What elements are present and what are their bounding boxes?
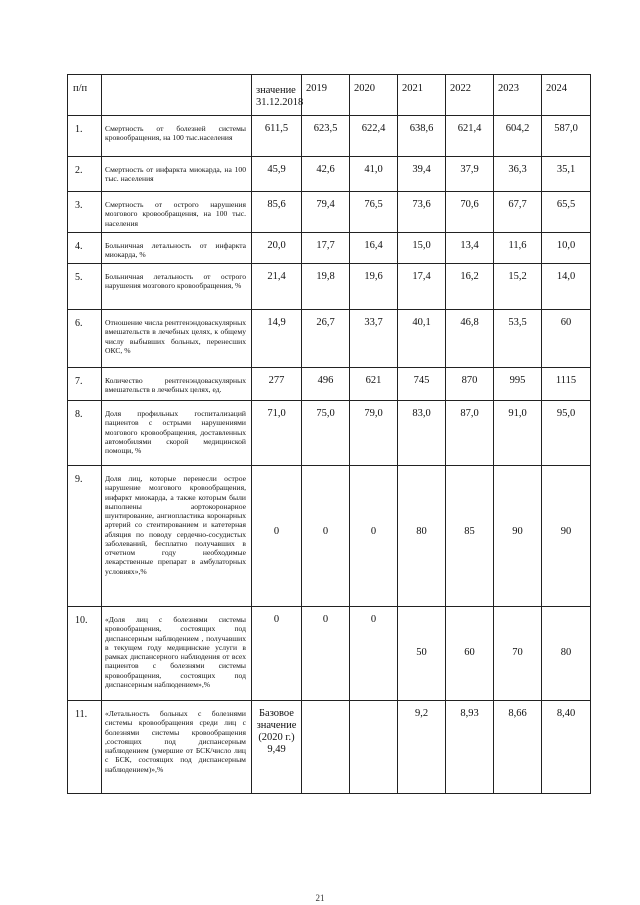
year-value-text: 17,4 xyxy=(412,271,431,282)
year-value xyxy=(494,116,542,157)
year-value xyxy=(302,607,350,701)
year-value xyxy=(398,466,446,607)
row-number xyxy=(68,192,102,233)
year-value-text: 33,7 xyxy=(364,317,383,328)
year-value xyxy=(350,157,398,192)
year-value-text: 60 xyxy=(560,317,572,328)
base-value xyxy=(252,192,302,233)
year-value xyxy=(350,233,398,264)
base-value-line: значение xyxy=(256,720,297,732)
year-value-text: 1115 xyxy=(555,375,577,386)
year-value-text: 870 xyxy=(461,375,478,386)
year-value xyxy=(350,368,398,401)
row-number xyxy=(68,607,102,701)
base-value-text: 14,9 xyxy=(267,317,286,328)
year-value-text: 73,6 xyxy=(412,199,431,210)
year-value-text: 36,3 xyxy=(508,164,527,175)
year-value-text: 0 xyxy=(370,526,377,537)
year-value xyxy=(398,233,446,264)
year-value xyxy=(302,701,350,794)
year-value xyxy=(302,233,350,264)
year-value xyxy=(302,368,350,401)
base-value-text: 0 xyxy=(273,614,280,625)
year-value-text: 37,9 xyxy=(460,164,479,175)
year-value xyxy=(446,310,494,368)
year-value xyxy=(302,466,350,607)
year-value xyxy=(542,368,591,401)
base-value-line: (2020 г.) xyxy=(258,732,295,744)
base-value xyxy=(252,310,302,368)
base-value-text: 71,0 xyxy=(267,408,286,419)
header-name xyxy=(102,75,252,116)
year-value xyxy=(446,701,494,794)
year-value-text: 9,2 xyxy=(414,708,429,719)
base-value xyxy=(252,701,302,794)
indicator-name xyxy=(102,157,252,192)
header-num: п/п xyxy=(68,75,102,116)
indicator-name xyxy=(102,310,252,368)
year-value-text: 70 xyxy=(512,647,523,658)
base-value-text: 21,4 xyxy=(267,271,286,282)
base-value xyxy=(252,607,302,701)
year-value xyxy=(398,368,446,401)
year-value-text: 745 xyxy=(413,375,430,386)
year-value-text: 621,4 xyxy=(457,123,482,134)
year-value-text xyxy=(302,701,349,708)
table-row xyxy=(68,466,591,607)
base-value xyxy=(252,401,302,466)
year-value xyxy=(494,157,542,192)
row-number-text: 2. xyxy=(75,165,83,176)
year-value xyxy=(398,116,446,157)
year-value-text: 622,4 xyxy=(361,123,386,134)
year-value-text: 85 xyxy=(464,526,475,537)
header-year: 2019 xyxy=(302,75,350,116)
year-value xyxy=(446,157,494,192)
page-number: 21 xyxy=(315,893,325,903)
year-value-text: 13,4 xyxy=(460,240,479,251)
year-value-text: 87,0 xyxy=(460,408,479,419)
year-value-text: 76,5 xyxy=(364,199,383,210)
year-value-text: 70,6 xyxy=(460,199,479,210)
year-value-text: 60 xyxy=(464,647,475,658)
year-value xyxy=(302,401,350,466)
year-value-text: 90 xyxy=(512,526,523,537)
year-value xyxy=(542,607,591,701)
year-value-text: 8,40 xyxy=(556,708,576,719)
year-value xyxy=(542,310,591,368)
header-year: 2021 xyxy=(398,75,446,116)
year-value xyxy=(398,157,446,192)
base-value xyxy=(252,116,302,157)
table-row xyxy=(68,116,591,157)
row-number xyxy=(68,368,102,401)
indicator-name-text: Смертность от болезней системы кровообращения, на 100 тыс.населения xyxy=(105,124,246,143)
row-number xyxy=(68,233,102,264)
base-value-text xyxy=(252,701,301,756)
table-row xyxy=(68,401,591,466)
year-value-text: 79,0 xyxy=(364,408,383,419)
table-row xyxy=(68,233,591,264)
table-row xyxy=(68,310,591,368)
year-value xyxy=(494,607,542,701)
year-value xyxy=(542,233,591,264)
year-value xyxy=(542,264,591,310)
year-value xyxy=(494,233,542,264)
base-value-text: 277 xyxy=(268,375,285,386)
base-value xyxy=(252,466,302,607)
year-value-text: 587,0 xyxy=(554,123,578,134)
year-value xyxy=(302,264,350,310)
year-value-text: 623,5 xyxy=(313,123,338,134)
indicator-name-text: «Доля лиц с болезнями системы кровообращения, состоящих под диспансерным наблюдением , получавших в текущем году медицинские услуги в рамках диспансерного наблюдения от всех пациентов с болезнями системы кровообращения, состоящих под диспансерным наблюдением»,% xyxy=(105,615,246,689)
year-value-text: 17,7 xyxy=(316,240,335,251)
indicator-name-text: Отношение числа рентгенэндоваскулярных вмешательств в лечебных целях, к общему числу выбывших больных, перенесших ОКС, % xyxy=(105,318,246,355)
year-value-text: 75,0 xyxy=(316,408,335,419)
header-year: 2022 xyxy=(446,75,494,116)
year-value xyxy=(398,401,446,466)
row-number-text: 6. xyxy=(75,318,83,329)
year-value-text: 53,5 xyxy=(508,317,527,328)
year-value-text xyxy=(350,701,397,708)
year-value xyxy=(350,401,398,466)
year-value xyxy=(446,116,494,157)
year-value-text: 10,0 xyxy=(556,240,576,251)
year-value-text: 80 xyxy=(560,647,572,658)
year-value-text: 15,2 xyxy=(508,271,527,282)
year-value-text: 40,1 xyxy=(412,317,431,328)
row-number xyxy=(68,701,102,794)
row-number xyxy=(68,116,102,157)
year-value xyxy=(542,192,591,233)
year-value xyxy=(446,192,494,233)
row-number xyxy=(68,466,102,607)
year-value-text: 91,0 xyxy=(508,408,527,419)
indicators-table xyxy=(67,74,591,794)
indicator-name xyxy=(102,466,252,607)
year-value-text: 0 xyxy=(322,614,329,625)
indicator-name-text: Количество рентгенэндоваскулярных вмешательств в лечебных целях, ед. xyxy=(105,376,246,395)
year-value xyxy=(494,192,542,233)
year-value xyxy=(542,701,591,794)
row-number xyxy=(68,264,102,310)
year-value xyxy=(302,192,350,233)
indicator-name xyxy=(102,264,252,310)
year-value-text: 496 xyxy=(317,375,334,386)
indicator-name xyxy=(102,701,252,794)
row-number-text: 7. xyxy=(75,376,83,387)
year-value-text: 0 xyxy=(370,614,377,625)
year-value xyxy=(350,116,398,157)
row-number-text: 9. xyxy=(75,474,83,485)
year-value-text: 19,8 xyxy=(316,271,335,282)
year-value-text: 604,2 xyxy=(505,123,530,134)
row-number xyxy=(68,401,102,466)
year-value-text: 39,4 xyxy=(412,164,431,175)
year-value xyxy=(350,466,398,607)
year-value-text: 14,0 xyxy=(556,271,576,282)
year-value xyxy=(350,607,398,701)
year-value xyxy=(494,401,542,466)
row-number-text: 4. xyxy=(75,241,83,252)
year-value-text: 90 xyxy=(560,526,572,537)
year-value xyxy=(398,701,446,794)
header-year: 2023 xyxy=(494,75,542,116)
indicator-name xyxy=(102,368,252,401)
year-value xyxy=(446,264,494,310)
year-value-text: 26,7 xyxy=(316,317,335,328)
year-value-text: 41,0 xyxy=(364,164,383,175)
year-value-text: 621 xyxy=(365,375,382,386)
year-value xyxy=(398,192,446,233)
year-value xyxy=(398,264,446,310)
indicator-name xyxy=(102,116,252,157)
year-value xyxy=(446,401,494,466)
year-value-text: 50 xyxy=(416,647,427,658)
year-value xyxy=(494,368,542,401)
year-value xyxy=(494,264,542,310)
base-value-text: 45,9 xyxy=(267,164,286,175)
year-value-text: 16,4 xyxy=(364,240,383,251)
table-row xyxy=(68,264,591,310)
year-value-text: 11,6 xyxy=(508,240,527,251)
year-value-text: 46,8 xyxy=(460,317,479,328)
row-number-text: 11. xyxy=(75,709,88,720)
year-value xyxy=(302,157,350,192)
indicator-name xyxy=(102,233,252,264)
indicator-name xyxy=(102,607,252,701)
base-value xyxy=(252,157,302,192)
indicator-name xyxy=(102,192,252,233)
base-value xyxy=(252,368,302,401)
year-value-text: 35,1 xyxy=(556,164,576,175)
row-number-text: 8. xyxy=(75,409,83,420)
row-number-text: 3. xyxy=(75,200,83,211)
year-value xyxy=(494,466,542,607)
year-value xyxy=(446,466,494,607)
year-value-text: 8,93 xyxy=(460,708,479,719)
table-row xyxy=(68,701,591,794)
year-value xyxy=(350,701,398,794)
year-value xyxy=(398,310,446,368)
year-value-text: 638,6 xyxy=(409,123,434,134)
year-value-text: 995 xyxy=(509,375,526,386)
table-row xyxy=(68,157,591,192)
header-year: 2024 xyxy=(542,75,591,116)
year-value-text: 65,5 xyxy=(556,199,576,210)
base-value-text: 85,6 xyxy=(267,199,286,210)
header-base: значение 31.12.2018 xyxy=(252,75,302,116)
base-value-line: Базовое xyxy=(259,708,294,719)
year-value-text: 83,0 xyxy=(412,408,431,419)
row-number-text: 10. xyxy=(75,615,88,626)
row-number xyxy=(68,310,102,368)
year-value xyxy=(446,607,494,701)
base-value xyxy=(252,233,302,264)
year-value xyxy=(398,607,446,701)
indicator-name-text: Больничная летальность от острого нарушения мозгового кровообращения, % xyxy=(105,272,246,291)
indicator-name-text: Доля лиц, которые перенесли острое нарушение мозгового кровообращения, инфаркт миокарда, а также которым были выполнены аортокоронарное шунтирование, ангиопластика коронарных артерий со стентированием и катетерная абляция по поводу сердечно-сосудистых заболеваний, бесплатно получавших в отчетном году необходимые лекарственные препарат в амбулаторных условиях»,% xyxy=(105,474,246,576)
year-value xyxy=(350,264,398,310)
table-header-row xyxy=(68,75,591,116)
year-value-text: 80 xyxy=(416,526,427,537)
header-year: 2020 xyxy=(350,75,398,116)
year-value xyxy=(350,310,398,368)
indicator-name-text: Смертность от острого нарушения мозгового кровообращения, на 100 тыс. населения xyxy=(105,200,246,228)
year-value xyxy=(350,192,398,233)
year-value xyxy=(494,310,542,368)
year-value xyxy=(446,368,494,401)
table-row xyxy=(68,607,591,701)
row-number xyxy=(68,157,102,192)
year-value-text: 19,6 xyxy=(364,271,383,282)
year-value xyxy=(542,116,591,157)
base-value-text: 0 xyxy=(273,526,280,537)
year-value xyxy=(542,401,591,466)
year-value-text: 15,0 xyxy=(412,240,431,251)
year-value xyxy=(302,310,350,368)
year-value xyxy=(302,116,350,157)
year-value-text: 0 xyxy=(322,526,329,537)
row-number-text: 1. xyxy=(75,124,83,135)
year-value-text: 42,6 xyxy=(316,164,335,175)
year-value xyxy=(542,466,591,607)
year-value xyxy=(446,233,494,264)
base-value-text: 20,0 xyxy=(267,240,286,251)
year-value-text: 95,0 xyxy=(556,408,576,419)
year-value-text: 79,4 xyxy=(316,199,335,210)
year-value-text: 8,66 xyxy=(508,708,527,719)
table-row xyxy=(68,192,591,233)
indicator-name-text: Смертность от инфаркта миокарда, на 100 тыс. населения xyxy=(105,165,246,184)
base-value xyxy=(252,264,302,310)
year-value-text: 16,2 xyxy=(460,271,479,282)
year-value xyxy=(542,157,591,192)
indicator-name-text: «Летальность больных с болезнями системы кровообращения среди лиц с болезнями системы кровообращения ,состоящих под диспансерным наблюдением (умершие от БСК/число лиц с БСК, состоящих под диспансерным наблюдением)»,% xyxy=(105,709,246,774)
table-row xyxy=(68,368,591,401)
year-value xyxy=(494,701,542,794)
base-value-text: 611,5 xyxy=(264,123,289,134)
indicator-name-text: Доля профильных госпитализаций пациентов с острыми нарушениями мозгового кровообращения, доставленных автомобилями скорой медицинской помощи, % xyxy=(105,409,246,455)
indicator-name xyxy=(102,401,252,466)
base-value-line: 9,49 xyxy=(267,744,286,756)
row-number-text: 5. xyxy=(75,272,83,283)
year-value-text: 67,7 xyxy=(508,199,527,210)
indicator-name-text: Больничная летальность от инфаркта миокарда, % xyxy=(105,241,246,260)
